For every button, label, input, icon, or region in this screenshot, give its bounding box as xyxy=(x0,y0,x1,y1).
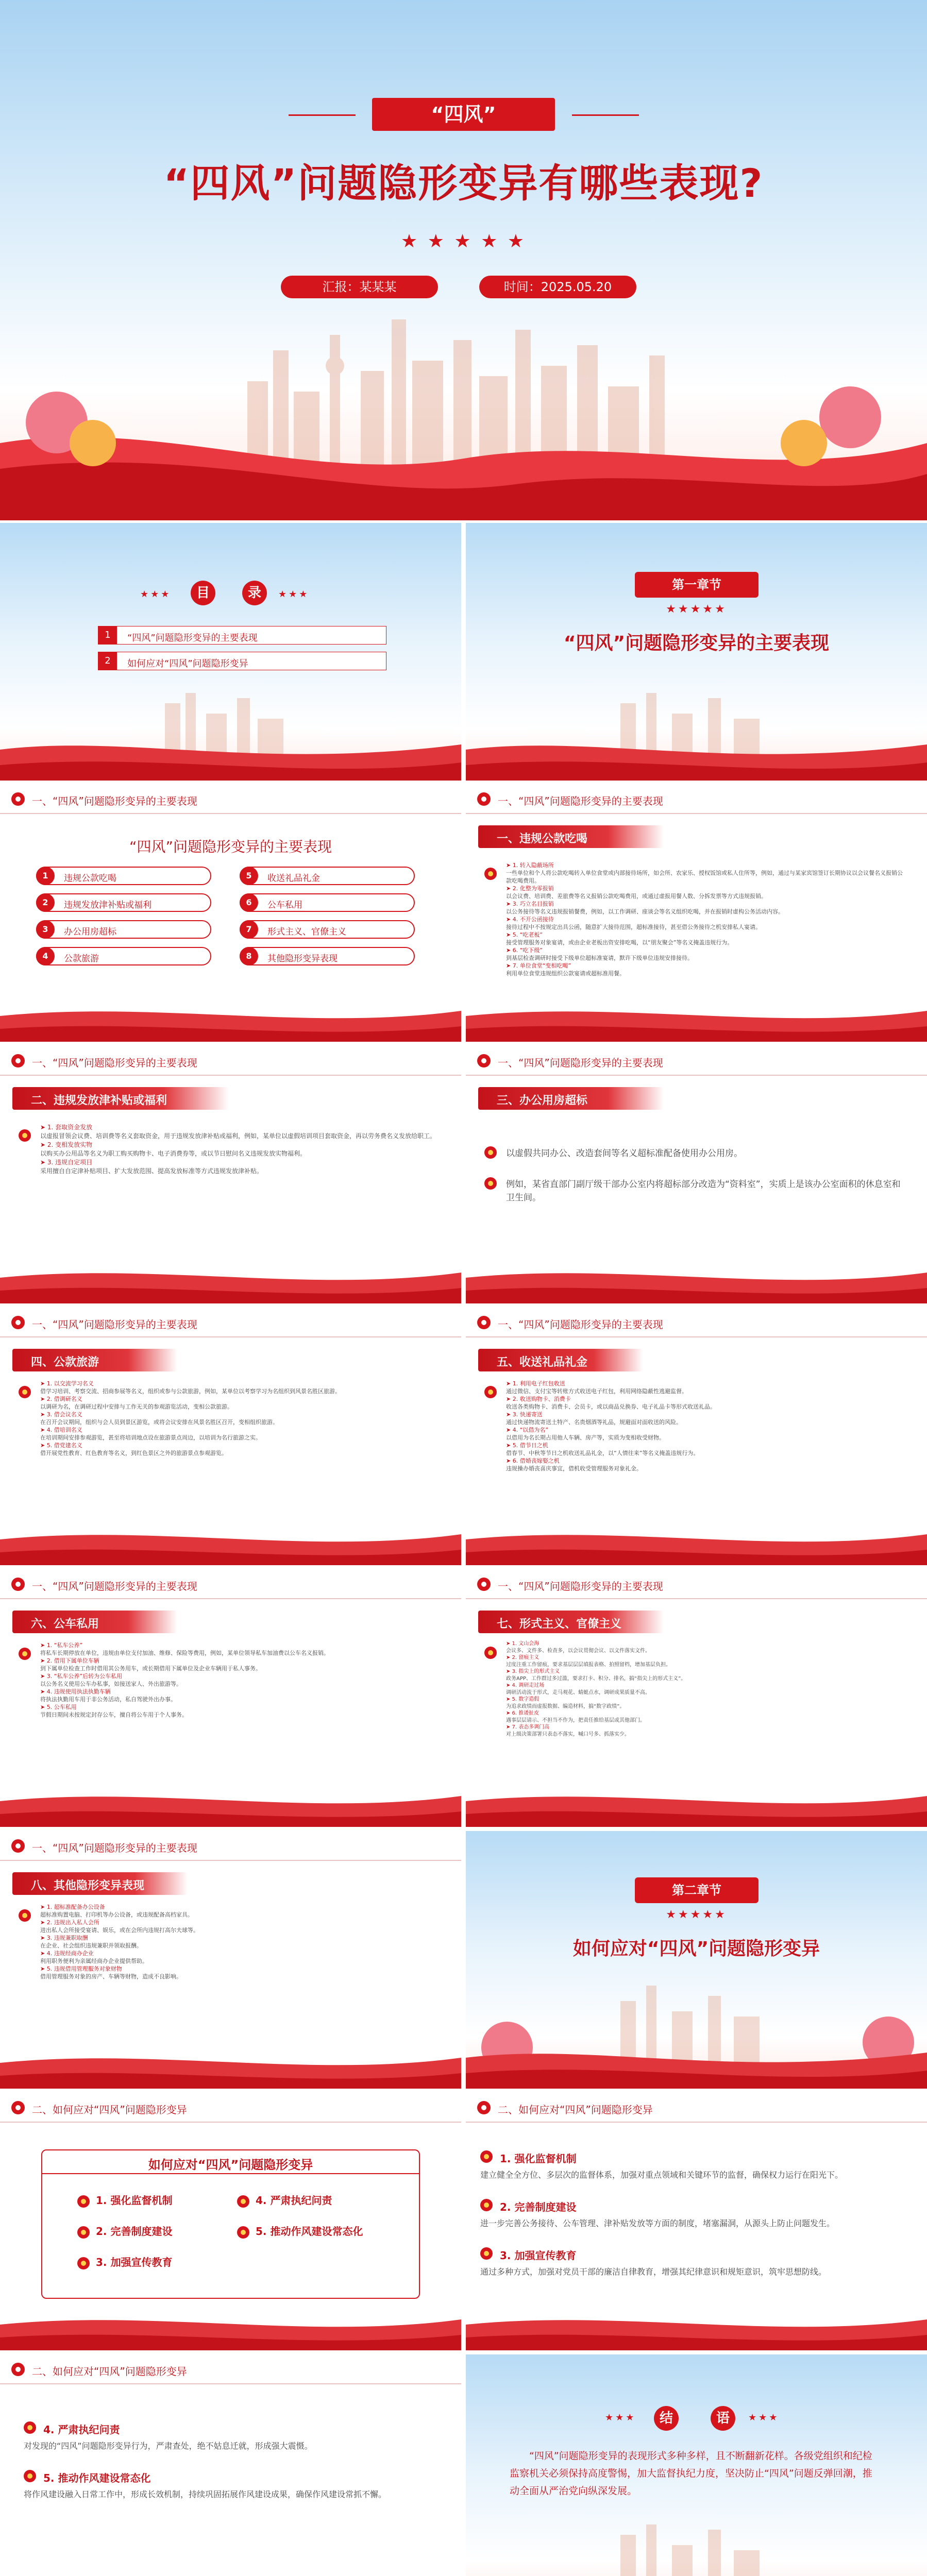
item-label: 其他隐形变异表现 xyxy=(267,954,338,964)
section-title-bar: 二、违规发放津补贴或福利 xyxy=(12,1087,229,1110)
red-wave-decoration xyxy=(0,1519,461,1565)
header-text: 一、“四风”问题隐形变异的主要表现 xyxy=(32,795,197,807)
overview-item-2[interactable] xyxy=(36,893,211,912)
section6-slide xyxy=(0,1569,461,1827)
party-emblem-icon xyxy=(77,2226,90,2239)
section-line: 过度注重工作留痕，要求基层层层填报表格、拍照留档，增加基层负担。 xyxy=(506,1662,671,1668)
section-line: 以借用为名长期占用他人车辆、房产等，实质为变相收受财物。 xyxy=(506,1434,665,1441)
item-num: 4 xyxy=(36,947,55,965)
section-line: 在培训期间安排参观游览，甚至将培训地点设在旅游景点周边，以培训为名行旅游之实。 xyxy=(40,1434,261,1441)
red-wave-decoration xyxy=(466,1986,927,2089)
header-text: 二、如何应对“四风”问题隐形变异 xyxy=(32,2365,187,2378)
party-emblem-icon xyxy=(484,1386,497,1398)
measure-num: 2. xyxy=(96,2225,107,2238)
section1-text xyxy=(506,861,908,977)
measure-item-4[interactable] xyxy=(237,2192,332,2208)
measure-label: 完善制度建设 xyxy=(110,2225,173,2238)
toc-item-1[interactable] xyxy=(98,626,386,645)
section-line: ➤ 5. 公车私用 xyxy=(40,1704,77,1710)
party-emblem-icon xyxy=(237,2226,249,2239)
party-emblem-icon xyxy=(484,1177,497,1190)
red-wave-decoration xyxy=(0,2304,461,2350)
header-text: 一、“四风”问题隐形变异的主要表现 xyxy=(498,1318,663,1331)
toc-badge-left: 目 xyxy=(191,581,215,605)
red-wave-decoration xyxy=(0,693,461,781)
section-line: 通过微信、支付宝等转账方式收送电子红包，利用网络隐蔽性逃避监督。 xyxy=(506,1388,687,1395)
section-line: 借学习培训、考察交流、招商参展等名义，组织或参与公款旅游，例如，某单位以考察学习为名组织到风景名胜区旅游。 xyxy=(40,1388,341,1395)
section-line: ➤ 2. 违规出入私人会所 xyxy=(40,1919,99,1926)
section-line: ➤ 5. 借节日之机 xyxy=(506,1442,548,1449)
section-line: 借开展党性教育、红色教育等名义，到红色景区之外的旅游景点参观游览。 xyxy=(40,1450,227,1456)
section3-slide xyxy=(466,1046,927,1303)
party-emblem-icon xyxy=(484,1647,497,1659)
header-emblem-icon xyxy=(477,792,491,806)
header-text: 一、“四风”问题隐形变异的主要表现 xyxy=(498,795,663,807)
section-line: ➤ 1. 超标准配备办公设备 xyxy=(40,1904,105,1910)
section-line: ➤ 4. 不开公函接待 xyxy=(506,916,554,923)
section-line: ➤ 5. “吃老板” xyxy=(506,931,543,938)
measures-detail-2-slide xyxy=(0,2354,461,2576)
section-line: ➤ 5. 借党建名义 xyxy=(40,1442,82,1449)
section-title-bar: 八、其他隐形变异表现 xyxy=(12,1872,188,1895)
section2-slide xyxy=(0,1046,461,1303)
toc-slide xyxy=(0,523,461,781)
section-line: ➤ 3. 违规兼职取酬 xyxy=(40,1935,88,1941)
stars-right: ★★★ xyxy=(278,589,310,600)
detail-head-2: 2. 完善制度建设 xyxy=(500,2201,577,2213)
conclusion-badge-right: 语 xyxy=(711,2406,735,2431)
chapter1-tag: 第一章节 xyxy=(635,572,759,598)
party-emblem-icon xyxy=(237,2195,249,2208)
section-line: 到下属单位检查工作时借用其公务用车，或长期借用下属单位及企业车辆用于私人事务。 xyxy=(40,1665,261,1672)
detail-body-5: 将作风建设融入日常工作中，形成长效机制，持续巩固拓展作风建设成果，确保作风建设常抓不懈。 xyxy=(24,2489,387,2499)
section-line: ➤ 1. 套取资金发放 xyxy=(40,1124,93,1131)
slide-header xyxy=(0,1569,461,1599)
detail-body-4: 对发现的“四风”问题隐形变异行为，严肃查处，绝不姑息迁就，形成强大震慑。 xyxy=(24,2441,313,2451)
section-line: 将执法执勤用车用于非公务活动，私自驾驶外出办事。 xyxy=(40,1696,176,1703)
overview-item-1[interactable] xyxy=(36,867,211,885)
toc-item-2-num: 2 xyxy=(98,652,117,670)
decor-line-left xyxy=(289,114,356,116)
cover-slide xyxy=(0,0,927,520)
section-line: 接受管理服务对象宴请，或由企业老板出资安排吃喝，以“朋友聚会”等名义掩盖违规行为。 xyxy=(506,939,733,946)
stars-decoration: ★★★★★ xyxy=(666,603,727,616)
item-label: 收送礼品礼金 xyxy=(267,873,320,884)
section-line: 收送各类购物卡、消费卡、会员卡，或以商品兑换券、电子礼品卡等形式收送礼品。 xyxy=(506,1403,716,1410)
detail-head-3: 3. 加强宣传教育 xyxy=(500,2249,577,2262)
party-emblem-icon xyxy=(77,2257,90,2269)
time-pill: 时间：2025.05.20 xyxy=(479,276,636,298)
decor-line-right xyxy=(572,114,639,116)
item-label: 公款旅游 xyxy=(64,954,99,964)
section-line: ➤ 3. “私车公养”后转为公车私用 xyxy=(40,1673,123,1680)
toc-item-1-num: 1 xyxy=(98,626,117,644)
section-line: ➤ 5. 违规借用管理服务对象财物 xyxy=(40,1965,122,1972)
measure-label: 推动作风建设常态化 xyxy=(270,2225,363,2238)
measure-item-5[interactable] xyxy=(237,2223,363,2239)
party-emblem-icon xyxy=(19,1909,31,1922)
item-label: 办公用房超标 xyxy=(64,927,116,937)
overview-item-7[interactable] xyxy=(240,920,415,939)
section-line: 为追求政绩而虚报数据、编造材料，搞“数字政绩”。 xyxy=(506,1703,625,1709)
slide-header xyxy=(0,1046,461,1076)
header-emblem-icon xyxy=(477,1316,491,1329)
measure-item-3[interactable] xyxy=(77,2254,172,2269)
header-text: 一、“四风”问题隐形变异的主要表现 xyxy=(32,1580,197,1592)
party-emblem-icon xyxy=(24,2470,36,2482)
section-line: ➤ 7. 单位食堂“变相吃喝” xyxy=(506,962,571,969)
section7-slide xyxy=(466,1569,927,1827)
section5-text xyxy=(506,1380,908,1472)
presenter-pill: 汇报：某某某 xyxy=(281,276,438,298)
section4-slide xyxy=(0,1308,461,1565)
red-wave-decoration xyxy=(0,2566,461,2576)
red-wave-decoration xyxy=(0,1257,461,1303)
section-line: ➤ 2. 化整为零报销 xyxy=(506,885,554,892)
item-num: 1 xyxy=(36,867,55,885)
section-line: ➤ 3. 巧立名目报销 xyxy=(506,901,554,907)
measures-slide xyxy=(0,2093,461,2350)
header-emblem-icon xyxy=(477,1054,491,1067)
overview-slide xyxy=(0,784,461,1042)
section-line: 利用单位食堂违规组织公款宴请或超标准用餐。 xyxy=(506,970,625,977)
overview-item-4[interactable] xyxy=(36,947,211,965)
red-wave-decoration xyxy=(466,1781,927,1827)
toc-item-2[interactable] xyxy=(98,652,386,670)
overview-item-8[interactable] xyxy=(240,947,415,965)
header-text: 一、“四风”问题隐形变异的主要表现 xyxy=(32,1318,197,1331)
red-wave-decoration xyxy=(466,693,927,781)
section-line: 以公务接待等名义违规报销餐费，例如，以工作调研、座谈会等名义组织吃喝，并在报销时虚构公务活动内容。 xyxy=(506,908,784,915)
city-skyline-illustration xyxy=(0,289,927,520)
header-emblem-icon xyxy=(11,1839,25,1853)
party-emblem-icon xyxy=(19,1648,31,1660)
measures-title: 如何应对“四风”问题隐形变异 xyxy=(41,2149,420,2174)
red-wave-decoration xyxy=(0,1781,461,1827)
section-line: 借春节、中秋等节日之机收送礼品礼金，以“人情往来”等名义掩盖违规行为。 xyxy=(506,1450,699,1456)
conclusion-slide xyxy=(466,2354,927,2576)
measure-num: 3. xyxy=(96,2256,107,2268)
stars-decoration: ★★★★★ xyxy=(666,1908,727,1921)
item-label: 违规发放津补贴或福利 xyxy=(64,900,151,910)
section-line: 节假日期间未按规定封存公车，擅自将公车用于个人事务。 xyxy=(40,1711,188,1718)
slide-header xyxy=(0,2093,461,2123)
red-wave-decoration xyxy=(466,2304,927,2350)
section-line: ➤ 2. 变相发放实物 xyxy=(40,1141,93,1148)
item-label: 形式主义、官僚主义 xyxy=(267,927,346,937)
section1-slide xyxy=(466,784,927,1042)
section-line: 以虚报冒领会议费、培训费等名义套取资金，用于违规发放津补贴或福利，例如，某单位以虚假培训项目套取资金，再以劳务费名义发放给职工。 xyxy=(40,1132,436,1140)
cover-tag: “四风” xyxy=(372,98,555,131)
section-line: ➤ 1. 转入隐蔽场所 xyxy=(506,862,554,869)
party-emblem-icon xyxy=(480,2150,493,2163)
header-emblem-icon xyxy=(11,1054,25,1067)
red-wave-decoration xyxy=(0,995,461,1042)
section3-point-1: 以虚假共同办公、改造套间等名义超标准配备使用办公用房。 xyxy=(506,1148,743,1159)
section-line: ➤ 5. 数字造假 xyxy=(506,1697,540,1702)
section-line: ➤ 1. 以交流学习名义 xyxy=(40,1380,94,1387)
measure-label: 严肃执纪问责 xyxy=(270,2194,332,2207)
chapter1-slide xyxy=(466,523,927,781)
red-wave-decoration xyxy=(466,1257,927,1303)
chapter1-title: “四风”问题隐形变异的主要表现 xyxy=(563,633,830,654)
measure-num: 1. xyxy=(96,2194,107,2207)
section-line: 在企业、社会组织违规兼职并领取报酬。 xyxy=(40,1942,142,1949)
header-text: 一、“四风”问题隐形变异的主要表现 xyxy=(32,1057,197,1069)
item-num: 7 xyxy=(240,920,258,939)
measures-detail-1-slide xyxy=(466,2093,927,2350)
cover-title: “四风”问题隐形变异有哪些表现? xyxy=(163,160,764,206)
section5-slide xyxy=(466,1308,927,1565)
section-line: ➤ 4. 违规使用执法执勤车辆 xyxy=(40,1688,111,1695)
section3-point-2: 例如，某省直部门副厅级干部办公室内将超标部分改造为“资料室”，实质上是该办公室面积的休息室和卫生间。 xyxy=(506,1179,901,1203)
slide-header xyxy=(466,2093,927,2123)
stars-decoration: ★ ★ ★ ★ ★ xyxy=(400,231,527,252)
section-line: ➤ 4. 调研走过场 xyxy=(506,1683,545,1688)
section-title-bar: 四、公款旅游 xyxy=(12,1349,177,1371)
red-wave-decoration xyxy=(466,995,927,1042)
section-line: ➤ 7. 表态多调门高 xyxy=(506,1724,550,1730)
detail-body-2: 进一步完善公务接待、公车管理、津补贴发放等方面的制度，堵塞漏洞，从源头上防止问题发生。 xyxy=(480,2218,835,2228)
party-emblem-icon xyxy=(19,1129,31,1142)
slide-header xyxy=(466,784,927,814)
section-line: ➤ 2. 借调研名义 xyxy=(40,1396,82,1402)
section8-text xyxy=(40,1903,442,1980)
header-emblem-icon xyxy=(11,1316,25,1329)
item-num: 6 xyxy=(240,893,258,912)
item-label: 违规公款吃喝 xyxy=(64,873,116,884)
conclusion-badge-left: 结 xyxy=(654,2406,679,2431)
item-num: 5 xyxy=(240,867,258,885)
section-line: 采用擅自自定津补贴项目、扩大发放范围、提高发放标准等方式违规发放津补贴。 xyxy=(40,1167,263,1175)
party-emblem-icon xyxy=(484,1146,497,1159)
header-text: 一、“四风”问题隐形变异的主要表现 xyxy=(32,1842,197,1854)
conclusion-text: “四风”问题隐形变异的表现形式多种多样，且不断翻新花样。各级党组织和纪检监察机关必须保持高度警惕，加大监督执纪力度，坚决防止“四风”问题反弹回潮，推动全面从严治党向纵深发展。 xyxy=(510,2450,872,2497)
measure-label: 加强宣传教育 xyxy=(110,2256,173,2268)
measure-label: 强化监督机制 xyxy=(110,2194,173,2207)
section-line: ➤ 1. “私车公养” xyxy=(40,1642,83,1649)
section-line: 政务APP、工作群过多过滥，要求打卡、积分、排名，搞“指尖上的形式主义”。 xyxy=(506,1675,686,1682)
section2-text xyxy=(40,1123,442,1176)
slide-header xyxy=(0,2354,461,2384)
slide-header xyxy=(0,784,461,814)
party-emblem-icon xyxy=(24,2421,36,2434)
section-line: 通过快递物流寄送土特产、名贵烟酒等礼品，规避面对面收送的风险。 xyxy=(506,1419,682,1426)
section-line: ➤ 4. 借培训名义 xyxy=(40,1427,82,1433)
slide-header xyxy=(0,1831,461,1861)
section-line: ➤ 2. 借用下属单位车辆 xyxy=(40,1657,99,1664)
section-line: 会议多、文件多、检查多，以会议贯彻会议、以文件落实文件。 xyxy=(506,1648,650,1654)
section4-text xyxy=(40,1380,442,1457)
party-emblem-icon xyxy=(480,2247,493,2260)
section-title-bar: 七、形式主义、官僚主义 xyxy=(478,1611,664,1633)
detail-body-1: 建立健全全方位、多层次的监督体系，加强对重点领域和关键环节的监督，确保权力运行在阳光下。 xyxy=(480,2170,844,2180)
header-emblem-icon xyxy=(11,2101,25,2114)
section-line: 超标准购置电脑、打印机等办公设备，或违规配备高档家具。 xyxy=(40,1911,193,1918)
section-line: ➤ 4. “以借为名” xyxy=(506,1427,549,1433)
section-line: 利用职务便利为亲属经商办企业提供帮助。 xyxy=(40,1958,148,1964)
header-emblem-icon xyxy=(477,2101,491,2114)
overview-item-3[interactable] xyxy=(36,920,211,939)
section-line: ➤ 1. 文山会海 xyxy=(506,1641,540,1647)
party-emblem-icon xyxy=(480,2199,493,2211)
section-title-bar: 三、办公用房超标 xyxy=(478,1087,664,1110)
section-line: 在召开会议期间，组织与会人员到景区游览，或将会议安排在风景名胜区召开，变相组织旅游。 xyxy=(40,1419,278,1426)
header-emblem-icon xyxy=(11,2363,25,2376)
section-line: ➤ 6. 借婚丧嫁娶之机 xyxy=(506,1458,560,1464)
section-title-bar: 五、收送礼品礼金 xyxy=(478,1349,643,1371)
section-line: ➤ 3. 指尖上的形式主义 xyxy=(506,1669,560,1674)
item-num: 2 xyxy=(36,893,55,912)
header-text: 二、如何应对“四风”问题隐形变异 xyxy=(498,2104,653,2116)
measure-item-1[interactable] xyxy=(77,2192,172,2208)
section-line: 将私车长期停放在单位，违规由单位支付加油、维修、保险等费用，例如，某单位领导私车加油费以公车名义报销。 xyxy=(40,1650,329,1656)
section-line: ➤ 2. 留痕主义 xyxy=(506,1655,540,1660)
section-line: 到基层检查调研时接受下级单位超标准宴请，默许下级单位违规安排接待。 xyxy=(506,955,693,961)
stars-left: ★★★ xyxy=(605,2412,636,2423)
section7-text xyxy=(506,1640,908,1738)
section-line: ➤ 4. 违规经商办企业 xyxy=(40,1950,94,1957)
chapter2-tag: 第二章节 xyxy=(635,1877,759,1903)
section-title-bar: 六、公车私用 xyxy=(12,1611,177,1633)
stars-left: ★★★ xyxy=(140,589,172,600)
section-line: 一些单位和个人将公款吃喝转入单位食堂或内部接待场所，如会所、农家乐、授权饭馆或私人住所等，例如，通过与某家宾馆签订长期协议以会议餐名义报销公款吃喝费用。 xyxy=(506,870,903,884)
item-num: 3 xyxy=(36,920,55,939)
section-line: ➤ 1. 利用电子红包收送 xyxy=(506,1380,565,1387)
section-line: 对上级决策部署只表态不落实，喊口号多、抓落实少。 xyxy=(506,1731,630,1737)
header-text: 二、如何应对“四风”问题隐形变异 xyxy=(32,2104,187,2116)
red-wave-decoration xyxy=(0,2042,461,2089)
section-line: ➤ 3. 借会议名义 xyxy=(40,1411,82,1418)
overview-title: “四风”问题隐形变异的主要表现 xyxy=(129,838,332,855)
detail-body-3: 通过多种方式，加强对党员干部的廉洁自律教育，增强其纪律意识和规矩意识，筑牢思想防线。 xyxy=(480,2267,827,2277)
slide-header xyxy=(466,1569,927,1599)
section-line: 以购买办公用品等名义为职工购买购物卡、电子消费券等，或以节日慰问名义违规发放实物福利。 xyxy=(40,1150,307,1157)
section6-text xyxy=(40,1641,442,1719)
section-line: 调研活动流于形式，走马观花、蜻蜓点水，调研成果质量不高。 xyxy=(506,1689,650,1696)
stars-right: ★★★ xyxy=(748,2412,780,2423)
red-wave-decoration xyxy=(466,2524,927,2576)
section-line: 以调研为名，在调研过程中安排与工作无关的参观游览活动，变相公款旅游。 xyxy=(40,1403,233,1410)
item-label: 公车私用 xyxy=(267,900,302,910)
party-emblem-icon xyxy=(77,2195,90,2208)
red-wave-decoration xyxy=(466,1519,927,1565)
section8-slide xyxy=(0,1831,461,2089)
chapter2-title: 如何应对“四风”问题隐形变异 xyxy=(572,1938,820,1959)
overview-item-5[interactable] xyxy=(240,867,415,885)
section-line: 以公务名义使用公车办私事，如接送家人、外出旅游等。 xyxy=(40,1681,182,1687)
section-line: 以会议费、培训费、差旅费等名义报销公款吃喝费用，或通过虚报用餐人数、分拆发票等方式违规报销。 xyxy=(506,893,767,900)
section-line: ➤ 3. 快递寄送 xyxy=(506,1411,543,1418)
toc-badge-right: 录 xyxy=(242,581,267,605)
section-line: ➤ 6. “吃下级” xyxy=(506,947,543,954)
detail-head-5: 5. 推动作风建设常态化 xyxy=(43,2472,151,2484)
slide-header xyxy=(466,1308,927,1337)
measure-item-2[interactable] xyxy=(77,2223,172,2239)
section-line: ➤ 2. 收送购物卡、消费卡 xyxy=(506,1396,571,1402)
detail-head-1: 1. 强化监督机制 xyxy=(500,2153,577,2165)
slide-header xyxy=(466,1046,927,1076)
section-line: ➤ 6. 推诿扯皮 xyxy=(506,1710,540,1716)
header-emblem-icon xyxy=(11,1578,25,1591)
section-line: 遇事层层请示、不担当不作为，把责任推给基层或其他部门。 xyxy=(506,1717,645,1723)
overview-item-6[interactable] xyxy=(240,893,415,912)
detail-head-4: 4. 严肃执纪问责 xyxy=(43,2424,120,2436)
measure-num: 5. xyxy=(256,2225,267,2238)
toc-item-1-label: “四风”问题隐形变异的主要表现 xyxy=(127,633,258,643)
item-num: 8 xyxy=(240,947,258,965)
party-emblem-icon xyxy=(19,1386,31,1398)
header-emblem-icon xyxy=(11,792,25,806)
chapter2-slide xyxy=(466,1831,927,2089)
header-emblem-icon xyxy=(477,1578,491,1591)
section-line: 进出私人会所接受宴请、娱乐，或在会所内违规打高尔夫球等。 xyxy=(40,1927,199,1934)
section-line: ➤ 3. 违规自定项目 xyxy=(40,1159,93,1166)
party-emblem-icon xyxy=(484,868,497,880)
section-title-bar: 一、违规公款吃喝 xyxy=(478,825,664,848)
header-text: 一、“四风”问题隐形变异的主要表现 xyxy=(498,1057,663,1069)
header-text: 一、“四风”问题隐形变异的主要表现 xyxy=(498,1580,663,1592)
section-line: 接待过程中不按规定出具公函，随意扩大接待范围，超标准接待，甚至借公务接待之机安排私人宴请。 xyxy=(506,924,761,930)
measure-num: 4. xyxy=(256,2194,267,2207)
toc-item-2-label: 如何应对“四风”问题隐形变异 xyxy=(127,658,248,669)
section-line: 违规操办婚丧喜庆事宜，借机收受管理服务对象礼金。 xyxy=(506,1465,642,1472)
section-line: 借用管理服务对象的房产、车辆等财物，造成不良影响。 xyxy=(40,1973,182,1980)
slide-header xyxy=(0,1308,461,1337)
